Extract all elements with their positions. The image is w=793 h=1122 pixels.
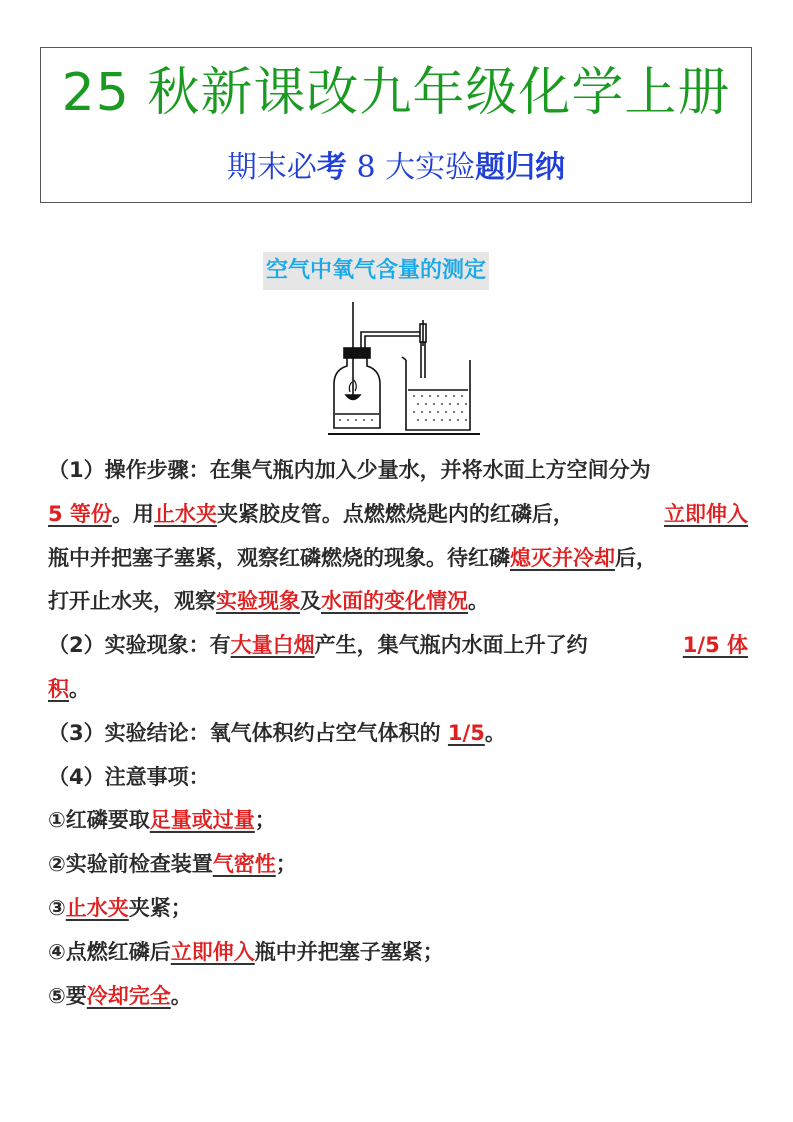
text-span: 夹紧；	[128, 895, 192, 920]
text-span: 点燃红磷后	[65, 939, 171, 964]
gas-bottle	[334, 358, 380, 428]
key-answer: 立即伸入	[170, 939, 255, 964]
note-item	[48, 843, 748, 887]
note-item	[48, 931, 748, 975]
note-item	[48, 799, 748, 843]
beaker	[406, 360, 470, 430]
text-span: 要	[65, 983, 87, 1008]
text-span: 实验前检查装置	[65, 852, 213, 877]
key-answer: 大量白烟	[230, 633, 315, 658]
subtitle-part: 题归纳	[475, 150, 566, 185]
text-line	[48, 449, 748, 493]
text-span: 夹紧胶皮管。点燃燃烧匙内的红磷后，	[216, 501, 574, 526]
text-span: ；	[275, 852, 297, 877]
subtitle-part: 考	[316, 150, 347, 185]
note-number: ③	[48, 895, 66, 920]
key-answer: 立即伸入	[664, 501, 748, 526]
key-answer: 止水夹	[153, 501, 217, 526]
water-dots	[339, 395, 467, 421]
text-line	[48, 537, 748, 581]
subtitle-part: 8 大实验	[346, 150, 476, 185]
spoon	[346, 395, 360, 400]
text-span: 。	[170, 983, 192, 1008]
note-number: ①	[48, 808, 66, 833]
note-item	[48, 887, 748, 931]
text-span: （4）注意事项：	[48, 764, 210, 789]
text-line	[48, 756, 748, 800]
subtitle-part: 期末必	[226, 150, 317, 185]
delivery-tube-inner	[365, 336, 421, 378]
key-answer: 足量或过量	[149, 808, 255, 833]
key-answer: 止水夹	[65, 895, 129, 920]
key-answer: 1/5 体	[682, 633, 748, 658]
key-answer: 熄灭并冷却	[510, 545, 615, 570]
text-span: 。	[484, 720, 506, 745]
apparatus-diagram	[328, 300, 484, 438]
key-answer: 5 等份	[48, 501, 112, 526]
text-line	[48, 580, 748, 624]
text-span: （1）操作步骤：在集气瓶内加入少量水，并将水面上方空间分为	[48, 458, 651, 482]
section-title: 空气中氧气含量的测定	[263, 252, 489, 290]
text-span: 。	[69, 676, 90, 701]
key-answer: 气密性	[212, 852, 276, 877]
key-answer: 实验现象	[216, 589, 300, 614]
text-span: 瓶中并把塞子塞紧；	[254, 939, 444, 964]
title-box	[40, 47, 752, 203]
text-span: 。用	[111, 501, 154, 526]
text-span: （3）实验结论：氧气体积约占空气体积的	[48, 720, 448, 745]
text-span: （2）实验现象：有	[48, 633, 231, 658]
text-line	[48, 624, 748, 668]
note-number: ②	[48, 852, 66, 877]
text-line	[48, 493, 748, 537]
note-item	[48, 975, 748, 1019]
body-text	[48, 449, 748, 1018]
text-span: ；	[254, 808, 276, 833]
key-answer: 水面的变化情况	[321, 589, 468, 614]
text-span: 打开止水夹，观察	[48, 589, 216, 614]
text-span: 瓶中并把塞子塞紧，观察红磷燃烧的现象。待红磷	[48, 545, 510, 570]
text-span: 后，	[615, 545, 657, 570]
note-number: ④	[48, 939, 66, 964]
note-number: ⑤	[48, 983, 66, 1008]
key-answer: 积	[48, 676, 69, 701]
key-answer: 1/5	[447, 720, 485, 745]
text-span: 。	[468, 589, 489, 614]
key-answer: 冷却完全	[86, 983, 171, 1008]
text-span: 产生，集气瓶内水面上升了约	[314, 633, 588, 658]
stopper	[344, 348, 370, 358]
text-line	[48, 668, 748, 712]
text-line	[48, 712, 748, 756]
text-span: 及	[300, 589, 321, 614]
sub-title	[41, 146, 751, 190]
text-group	[48, 493, 574, 537]
text-span: 红磷要取	[65, 808, 150, 833]
text-group	[48, 624, 588, 668]
beaker-lip	[402, 357, 406, 360]
main-title: 25 秋新课改九年级化学上册	[61, 63, 731, 123]
